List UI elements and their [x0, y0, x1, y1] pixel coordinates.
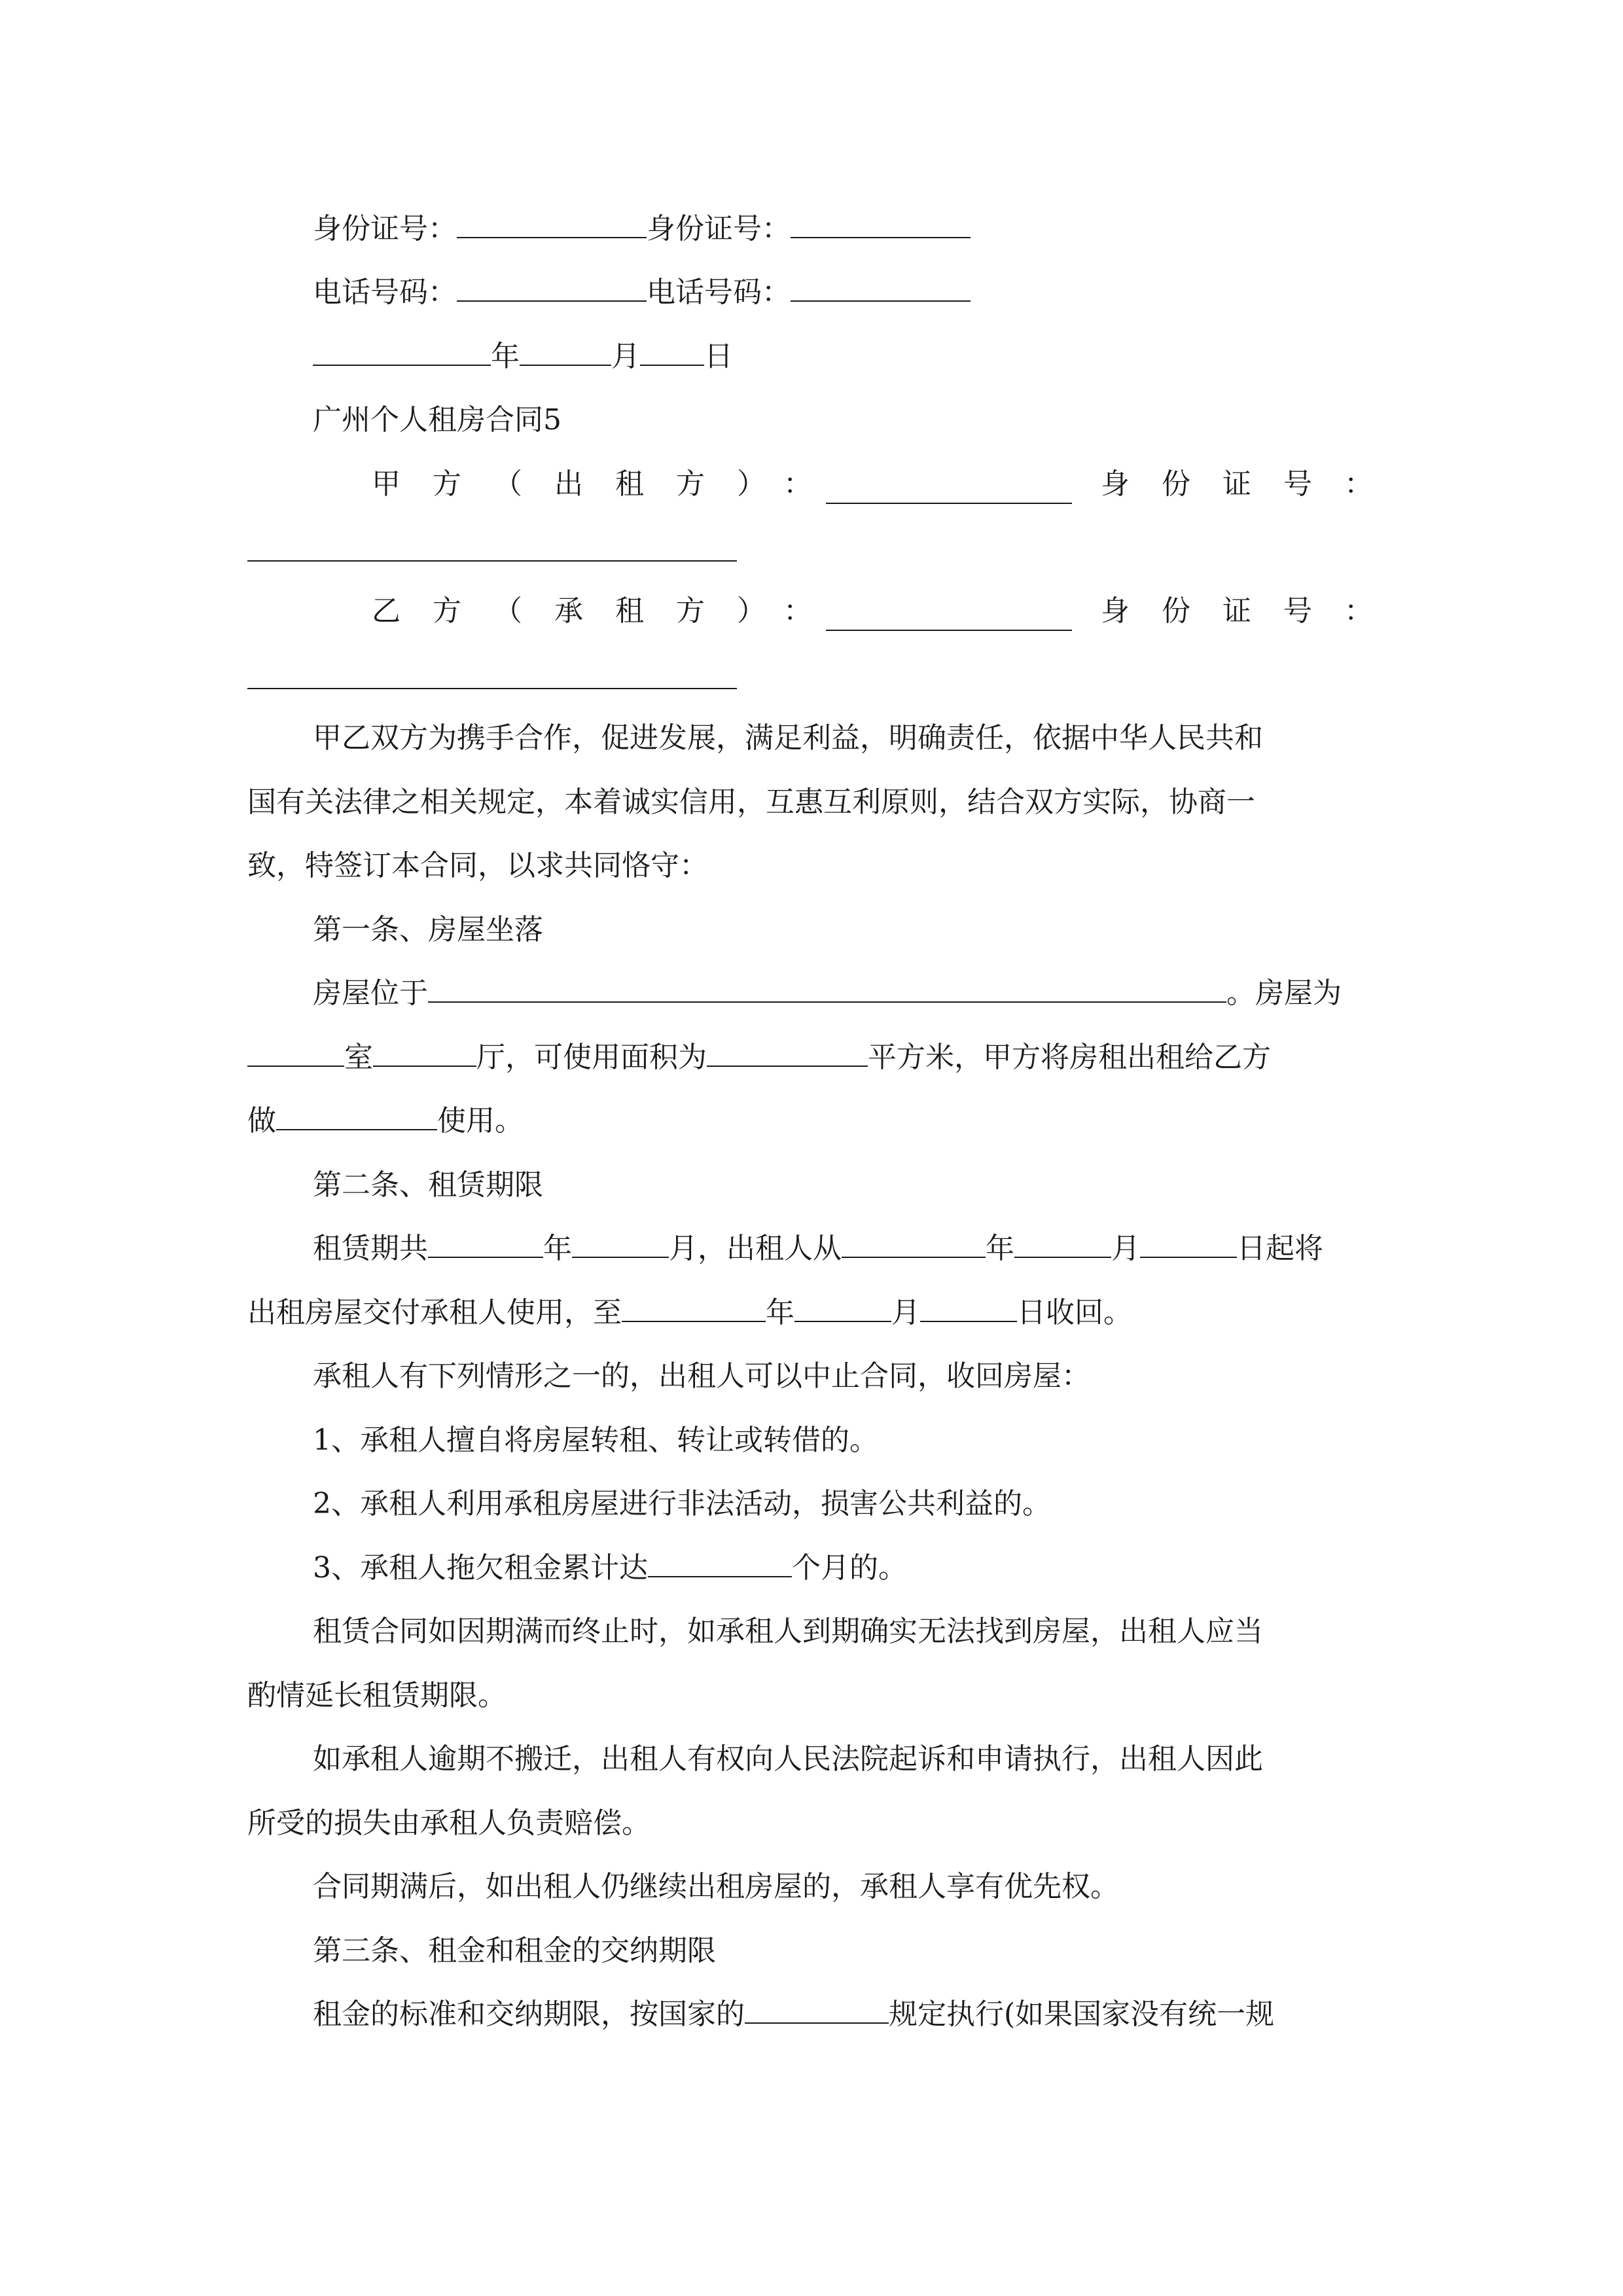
- preamble-line-1: 甲乙双方为携手合作，促进发展，满足利益，明确责任，依据中华人民共和: [313, 721, 1263, 755]
- date-day-label: 日: [704, 340, 733, 373]
- id-label-b: 身份证号：: [647, 212, 791, 245]
- area-label: 平方米，甲方将房租出租给乙方: [868, 1041, 1271, 1074]
- priority-clause: 合同期满后，如出租人仍继续出租房屋的，承租人享有优先权。: [313, 1870, 1119, 1903]
- rent-prefix: 租金的标准和交纳期限，按国家的: [313, 1998, 745, 2031]
- article-1-location-row: [313, 974, 1342, 1013]
- usage-blank[interactable]: [276, 1103, 437, 1130]
- termination-item-3: [313, 1549, 907, 1588]
- article-2-heading: 第二条、租赁期限: [313, 1168, 543, 1202]
- end-suffix: 收回。: [1046, 1296, 1132, 1329]
- item-3-suffix: 个月的。: [792, 1551, 907, 1585]
- term-prefix: 租赁期共: [313, 1232, 428, 1265]
- term-month-label: 月: [669, 1232, 698, 1265]
- arrears-months-blank[interactable]: [648, 1550, 792, 1577]
- overstay-line-1: 如承租人逾期不搬迁，出租人有权向人民法院起诉和申请执行，出租人因此: [313, 1742, 1263, 1776]
- location-label: 房屋位于: [313, 977, 428, 1010]
- term-years-blank[interactable]: [428, 1230, 543, 1258]
- start-suffix: 起将: [1266, 1232, 1323, 1265]
- end-day-label: 日: [1017, 1296, 1046, 1329]
- house-type-label: 。房屋为: [1226, 977, 1342, 1010]
- contract-title: 广州个人租房合同5: [313, 403, 562, 437]
- preamble-line-3: 致，特签订本合同，以求共同恪守：: [247, 849, 708, 882]
- usage-prefix: 做: [247, 1104, 276, 1138]
- date-row: [313, 337, 733, 376]
- date-month-label: 月: [611, 340, 640, 373]
- article-1-heading: 第一条、房屋坐落: [313, 913, 543, 946]
- start-month-blank[interactable]: [1014, 1230, 1111, 1258]
- rent-standard-blank[interactable]: [745, 1996, 889, 2024]
- halls-blank[interactable]: [373, 1039, 476, 1067]
- phone-label-b: 电话号码：: [647, 276, 791, 309]
- start-day-blank[interactable]: [1140, 1230, 1237, 1258]
- id-blank-b[interactable]: [791, 211, 971, 238]
- termination-intro: 承租人有下列情形之一的，出租人可以中止合同，收回房屋：: [313, 1359, 1090, 1393]
- renewal-line-2: 酌情延长租赁期限。: [247, 1679, 507, 1712]
- phone-blank-b[interactable]: [791, 274, 971, 302]
- termination-item-1: 1、承租人擅自将房屋转租、转让或转借的。: [313, 1424, 878, 1457]
- termination-item-2: 2、承租人利用承租房屋进行非法活动，损害公共利益的。: [313, 1487, 1051, 1520]
- start-day-label: 日: [1237, 1232, 1266, 1265]
- phone-row: [313, 273, 971, 312]
- party-b-id-label: 身份证号：: [1101, 594, 1405, 628]
- id-label-a: 身份证号：: [313, 212, 457, 245]
- date-year-blank[interactable]: [313, 338, 491, 366]
- id-number-row: [313, 209, 971, 249]
- overstay-line-2: 所受的损失由承租人负责赔偿。: [247, 1806, 651, 1840]
- end-year-label: 年: [766, 1296, 794, 1329]
- start-year-label: 年: [986, 1232, 1014, 1265]
- end-month-label: 月: [891, 1296, 920, 1329]
- end-year-blank[interactable]: [622, 1295, 766, 1322]
- rent-suffix: 规定执行(如果国家没有统一规: [889, 1998, 1275, 2031]
- article-3-rent-row: [313, 1995, 1274, 2034]
- lease-end-row: [247, 1293, 1132, 1333]
- renewal-line-1: 租赁合同如因期满而终止时，如承租人到期确实无法找到房屋，出租人应当: [313, 1615, 1263, 1648]
- party-a-name-blank[interactable]: [826, 476, 1072, 504]
- preamble-line-2: 国有关法律之相关规定，本着诚实信用，互惠互利原则，结合双方实际，协商一: [247, 785, 1255, 819]
- party-b-id-blank[interactable]: [247, 662, 737, 689]
- party-a-label: 甲方（出租方）：: [372, 467, 844, 501]
- item-3-prefix: 3、承租人拖欠租金累计达: [313, 1551, 648, 1585]
- term-year-label: 年: [543, 1232, 572, 1265]
- phone-blank-a[interactable]: [457, 274, 647, 302]
- article-3-heading: 第三条、租金和租金的交纳期限: [313, 1934, 716, 1967]
- date-day-blank[interactable]: [640, 338, 704, 366]
- end-day-blank[interactable]: [920, 1295, 1017, 1322]
- party-a-row: [372, 465, 844, 504]
- party-b-row: [372, 592, 844, 631]
- start-year-blank[interactable]: [842, 1230, 986, 1258]
- party-a-id-row: [1101, 465, 1405, 504]
- rooms-blank[interactable]: [247, 1039, 344, 1067]
- location-blank[interactable]: [428, 975, 1226, 1003]
- party-a-id-blank[interactable]: [247, 534, 737, 562]
- area-blank[interactable]: [707, 1039, 868, 1067]
- rooms-label: 室: [344, 1041, 373, 1074]
- party-b-name-blank[interactable]: [826, 603, 1072, 631]
- lease-term-row: [313, 1229, 1323, 1268]
- date-year-label: 年: [491, 340, 520, 373]
- party-a-id-label: 身份证号：: [1101, 467, 1405, 501]
- id-blank-a[interactable]: [457, 211, 647, 238]
- halls-label: 厅，可使用面积为: [476, 1041, 707, 1074]
- end-month-blank[interactable]: [794, 1295, 891, 1322]
- phone-label-a: 电话号码：: [313, 276, 457, 309]
- from-label: ，出租人从: [698, 1232, 842, 1265]
- term-months-blank[interactable]: [572, 1230, 669, 1258]
- party-b-id-row: [1101, 592, 1405, 631]
- lease-end-prefix: 出租房屋交付承租人使用，至: [247, 1296, 622, 1329]
- article-1-usage-row: [247, 1102, 524, 1141]
- date-month-blank[interactable]: [520, 338, 611, 366]
- usage-suffix: 使用。: [437, 1104, 524, 1138]
- start-month-label: 月: [1111, 1232, 1140, 1265]
- party-b-label: 乙方（承租方）：: [372, 594, 844, 628]
- article-1-rooms-row: [247, 1038, 1271, 1077]
